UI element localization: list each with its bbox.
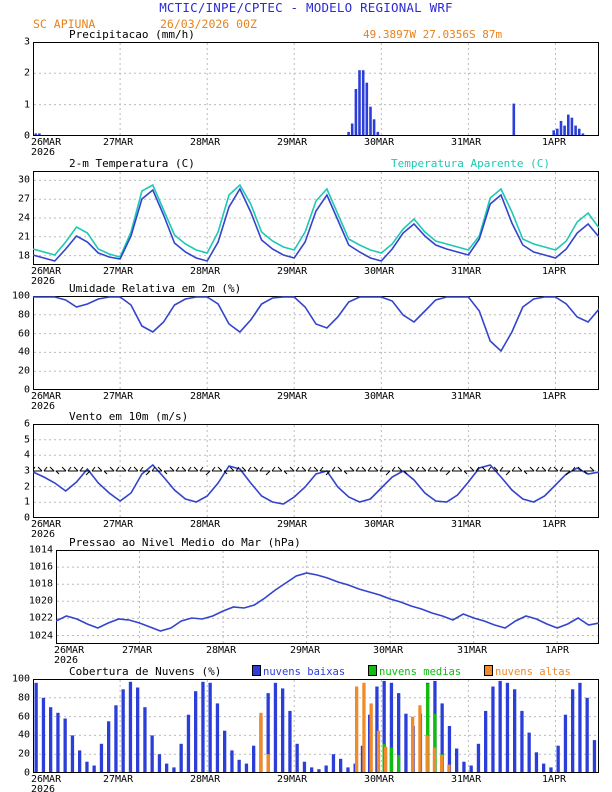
- ytick: 0: [23, 767, 30, 779]
- xtick: 1APR: [542, 391, 567, 402]
- xtick: 29MAR: [290, 645, 321, 656]
- xtick: 27MAR: [103, 519, 134, 530]
- xtick: 28MAR: [190, 137, 221, 148]
- ytick: 80: [17, 692, 30, 704]
- ytick: 20: [17, 748, 30, 760]
- ytick: 100: [11, 290, 30, 302]
- ytick: 21: [17, 231, 30, 243]
- panel-title-humidity: Umidade Relativa em 2m (%): [69, 282, 242, 295]
- xtick: 28MAR: [206, 645, 237, 656]
- xtick: 28MAR: [190, 519, 221, 530]
- ytick: 60: [17, 711, 30, 723]
- xtick: 30MAR: [364, 391, 395, 402]
- year-label: 2026: [31, 401, 56, 412]
- xtick: 1APR: [542, 774, 567, 785]
- ytick: 0: [23, 130, 30, 142]
- year-label: 2026: [31, 147, 56, 158]
- legend-swatch-low: [252, 665, 261, 676]
- xtick: 30MAR: [364, 774, 395, 785]
- ytick: 100: [11, 673, 30, 685]
- ytick: 3: [23, 465, 30, 477]
- legend-nuvens-medias: [368, 665, 461, 678]
- ytick: 2: [23, 481, 30, 493]
- xtick: 29MAR: [277, 137, 308, 148]
- xtick: 1APR: [545, 645, 570, 656]
- xtick: 28MAR: [190, 266, 221, 277]
- legend-swatch-high: [484, 665, 493, 676]
- xtick: 29MAR: [277, 391, 308, 402]
- xtick: 31MAR: [457, 645, 488, 656]
- xtick: 26MAR: [31, 266, 62, 277]
- xtick: 29MAR: [277, 519, 308, 530]
- xtick: 26MAR: [31, 519, 62, 530]
- wind-barbs: [33, 467, 594, 475]
- legend-label-mid: nuvens medias: [379, 666, 462, 678]
- ytick: 18: [17, 250, 30, 262]
- xtick: 31MAR: [451, 391, 482, 402]
- panel-title-temperature: 2-m Temperatura (C): [69, 157, 195, 170]
- ytick: 20: [17, 365, 30, 377]
- temperature-plot: [33, 171, 599, 265]
- xtick: 30MAR: [364, 519, 395, 530]
- ytick: 0: [23, 512, 30, 524]
- page-title: MCTIC/INPE/CPTEC - MODELO REGIONAL WRF: [159, 0, 453, 15]
- xtick: 31MAR: [451, 266, 482, 277]
- xtick: 26MAR: [31, 391, 62, 402]
- xtick: 30MAR: [364, 266, 395, 277]
- xtick: 31MAR: [451, 774, 482, 785]
- xtick: 30MAR: [373, 645, 404, 656]
- xtick: 27MAR: [122, 645, 153, 656]
- panel-title-mslp: Pressao ao Nivel Medio do Mar (hPa): [69, 536, 301, 549]
- panel-relative-humidity: [11, 282, 599, 412]
- ytick: 1022: [28, 612, 53, 624]
- year-label: 2026: [31, 276, 56, 287]
- ytick: 2: [23, 67, 30, 79]
- xtick: 29MAR: [277, 266, 308, 277]
- panel-temperature: [17, 157, 599, 287]
- ytick: 4: [23, 449, 30, 461]
- ytick: 0: [23, 384, 30, 396]
- humidity-plot: [33, 296, 599, 390]
- xtick: 27MAR: [103, 137, 134, 148]
- ytick: 24: [17, 212, 30, 224]
- panel-title-wind: Vento em 10m (m/s): [69, 410, 189, 423]
- apparent-temperature-label: Temperatura Aparente (C): [391, 157, 550, 170]
- ytick: 1018: [28, 578, 53, 590]
- panel-title-cloud-cover: Cobertura de Nuvens (%): [69, 665, 222, 678]
- xtick: 26MAR: [31, 774, 62, 785]
- panel-wind: [23, 410, 599, 540]
- ytick: 1: [23, 99, 30, 111]
- precipitation-plot: [33, 42, 599, 136]
- coordinates-label: 49.3897W 27.0356S 87m: [363, 28, 503, 41]
- panel-cloud-cover: [11, 665, 599, 792]
- ytick: 1014: [28, 544, 53, 556]
- xtick: 1APR: [542, 266, 567, 277]
- year-label: 2026: [54, 655, 79, 666]
- xtick: 28MAR: [190, 391, 221, 402]
- xtick: 31MAR: [451, 519, 482, 530]
- legend-nuvens-baixas: [252, 665, 345, 678]
- run-datetime: 26/03/2026 00Z: [160, 17, 257, 31]
- xtick: 30MAR: [364, 137, 395, 148]
- ytick: 80: [17, 309, 30, 321]
- ytick: 27: [17, 193, 30, 205]
- year-label: 2026: [31, 529, 56, 540]
- ytick: 5: [23, 434, 30, 446]
- mslp-plot: [56, 550, 599, 644]
- xtick: 27MAR: [103, 391, 134, 402]
- cloud-cover-plot: [33, 679, 599, 773]
- xtick: 28MAR: [190, 774, 221, 785]
- ytick: 40: [17, 729, 30, 741]
- ytick: 1: [23, 496, 30, 508]
- panel-title-precipitation: Precipitacao (mm/h): [69, 28, 195, 41]
- ytick: 1024: [28, 630, 53, 641]
- legend-nuvens-altas: [484, 665, 571, 678]
- xtick: 1APR: [542, 519, 567, 530]
- ytick: 1020: [28, 595, 53, 607]
- xtick: 26MAR: [31, 137, 62, 148]
- xtick: 26MAR: [54, 645, 85, 656]
- xtick: 1APR: [542, 137, 567, 148]
- wind-plot: [33, 424, 599, 518]
- legend-swatch-mid: [368, 665, 377, 676]
- bars-low-clouds: [35, 681, 597, 772]
- xtick: 27MAR: [103, 266, 134, 277]
- ytick: 60: [17, 328, 30, 340]
- year-label: 2026: [31, 784, 56, 792]
- xtick: 29MAR: [277, 774, 308, 785]
- legend-label-low: nuvens baixas: [263, 666, 346, 678]
- legend-label-high: nuvens altas: [495, 666, 571, 678]
- panel-precipitation: [23, 28, 599, 158]
- panel-mslp: [28, 536, 599, 666]
- ytick: 40: [17, 346, 30, 358]
- station-name: SC APIUNA: [33, 17, 96, 31]
- ytick: 6: [23, 418, 30, 430]
- ytick: 1016: [28, 561, 53, 573]
- xtick: 27MAR: [103, 774, 134, 785]
- xtick: 31MAR: [451, 137, 482, 148]
- ytick: 30: [17, 174, 30, 186]
- ytick: 3: [23, 36, 30, 48]
